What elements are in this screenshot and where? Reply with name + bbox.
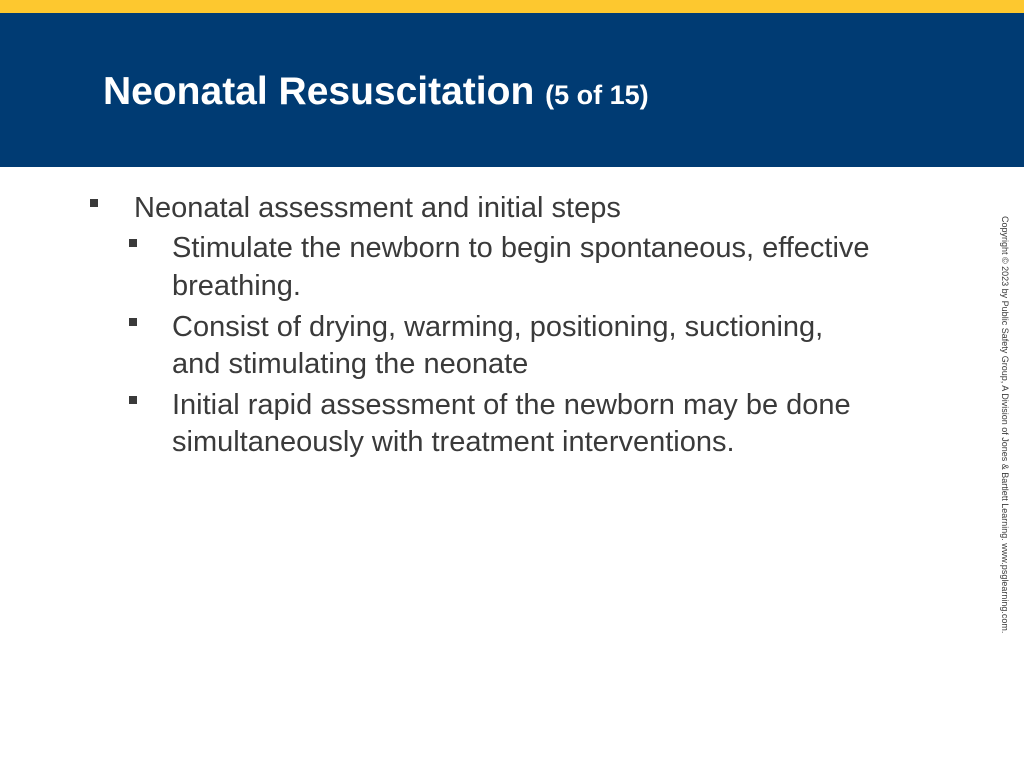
bullet-sub1-line2: breathing. [172,270,301,302]
title-text: Neonatal Resuscitation [103,70,535,113]
bullet-sub2-line2: and stimulating the neonate [172,348,529,380]
bullet-sub1-line1: Stimulate the newborn to begin spontaneous, effective [172,232,870,264]
bullet-sub3-line1: Initial rapid assessment of the newborn may be done [172,389,851,421]
bullet-marker-sub2 [129,318,137,326]
bullet-marker-sub3 [129,396,137,404]
bullet-main: Neonatal assessment and initial steps [134,192,621,224]
slide-counter: (5 of 15) [545,80,649,110]
bullet-marker-main [90,199,98,207]
bullet-sub2-line1: Consist of drying, warming, positioning, suctioning, [172,311,824,343]
bullet-sub3-line2: simultaneously with treatment interventions. [172,426,735,458]
copyright-notice: Copyright © 2023 by Public Safety Group, A Division of Jones & Bartlett Learning. www.psglearning.com. [1000,216,1010,634]
bullet-marker-sub1 [129,239,137,247]
